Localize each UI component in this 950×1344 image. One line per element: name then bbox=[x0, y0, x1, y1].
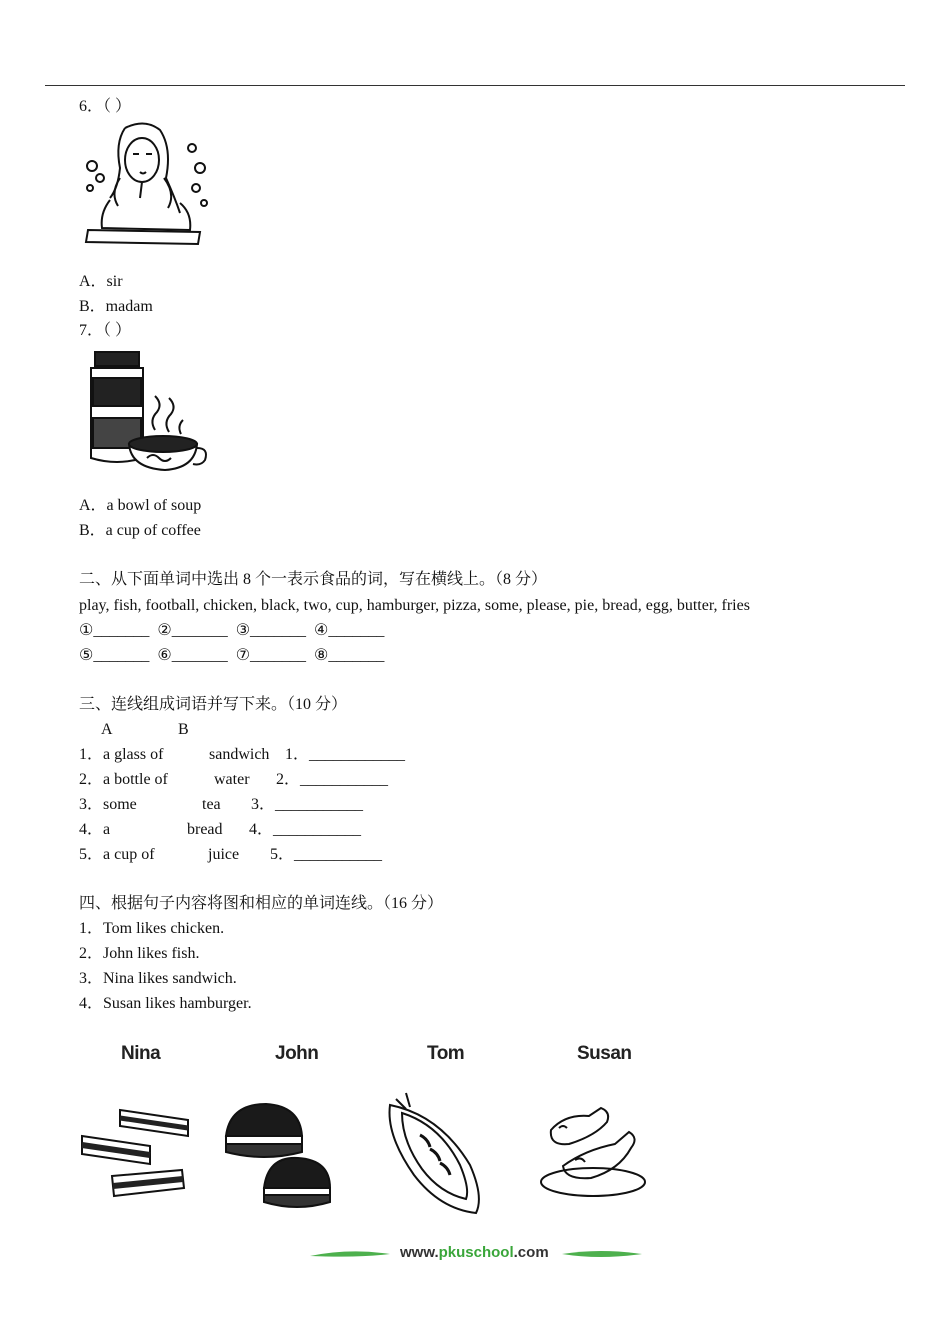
sandwiches-picture bbox=[78, 1100, 196, 1218]
section2-word-list: play, fish, football, chicken, black, two, cup, hamburger, pizza, some, please, pie, bread, egg, butter, fries bbox=[79, 597, 750, 614]
section2-title: 二、从下面单词中选出 8 个一表示食品的词，写在横线上。（8 分） bbox=[79, 571, 548, 588]
section3-row-b: water bbox=[214, 771, 250, 788]
q6-option-b: B．madam bbox=[79, 298, 153, 315]
section4-sentence: 3．Nina likes sandwich. bbox=[79, 970, 237, 987]
thinking-woman-picture bbox=[80, 118, 215, 248]
coffee-jar-and-cup-picture bbox=[85, 348, 210, 473]
section3-row-a: 3．some bbox=[79, 796, 137, 813]
section3-row-a: 2．a bottle of bbox=[79, 771, 168, 788]
section3-title: 三、连线组成词语并写下来。（10 分） bbox=[79, 696, 348, 713]
name-label-nina: Nina bbox=[121, 1043, 161, 1064]
section3-column-a-header: A bbox=[101, 721, 113, 738]
footer-url: www.pkuschool.com bbox=[400, 1244, 549, 1261]
q7-number: 7．（ ） bbox=[79, 322, 132, 339]
section4-sentence: 2．John likes fish. bbox=[79, 945, 200, 962]
fried-chicken-picture bbox=[535, 1100, 647, 1210]
fish-on-plate-picture bbox=[380, 1085, 490, 1220]
q7-option-b: B．a cup of coffee bbox=[79, 522, 201, 539]
section4-sentence: 1．Tom likes chicken. bbox=[79, 920, 225, 937]
q6-option-a: A．sir bbox=[79, 273, 123, 290]
section3-row-a: 4．a bbox=[79, 821, 111, 838]
section3-row-blank: 5．___________ bbox=[270, 846, 383, 863]
section4-title: 四、根据句子内容将图和相应的单词连线。（16 分） bbox=[79, 895, 444, 912]
section3-row-b: tea bbox=[202, 796, 221, 813]
section3-row-blank: 2．___________ bbox=[276, 771, 389, 788]
section3-row-b: juice bbox=[208, 846, 240, 863]
section3-row-b: bread bbox=[187, 821, 223, 838]
name-label-john: John bbox=[275, 1043, 319, 1064]
section3-row-blank: 3．___________ bbox=[251, 796, 364, 813]
name-label-susan: Susan bbox=[577, 1043, 632, 1064]
section2-blanks-row1: ①_______ ②_______ ③_______ ④_______ bbox=[79, 622, 385, 639]
section3-row-b: sandwich bbox=[209, 746, 270, 763]
section3-row-blank: 1．____________ bbox=[285, 746, 406, 763]
q7-option-a: A．a bowl of soup bbox=[79, 497, 202, 514]
name-label-tom: Tom bbox=[427, 1043, 465, 1064]
section3-row-a: 5．a cup of bbox=[79, 846, 155, 863]
section3-column-b-header: B bbox=[178, 721, 189, 738]
q6-number: 6．（ ） bbox=[79, 98, 132, 115]
section2-blanks-row2: ⑤_______ ⑥_______ ⑦_______ ⑧_______ bbox=[79, 647, 385, 664]
section3-row-blank: 4．___________ bbox=[249, 821, 362, 838]
section3-row-a: 1．a glass of bbox=[79, 746, 164, 763]
section4-sentence: 4．Susan likes hamburger. bbox=[79, 995, 252, 1012]
hamburgers-picture bbox=[222, 1100, 337, 1218]
header-rule bbox=[45, 85, 905, 86]
